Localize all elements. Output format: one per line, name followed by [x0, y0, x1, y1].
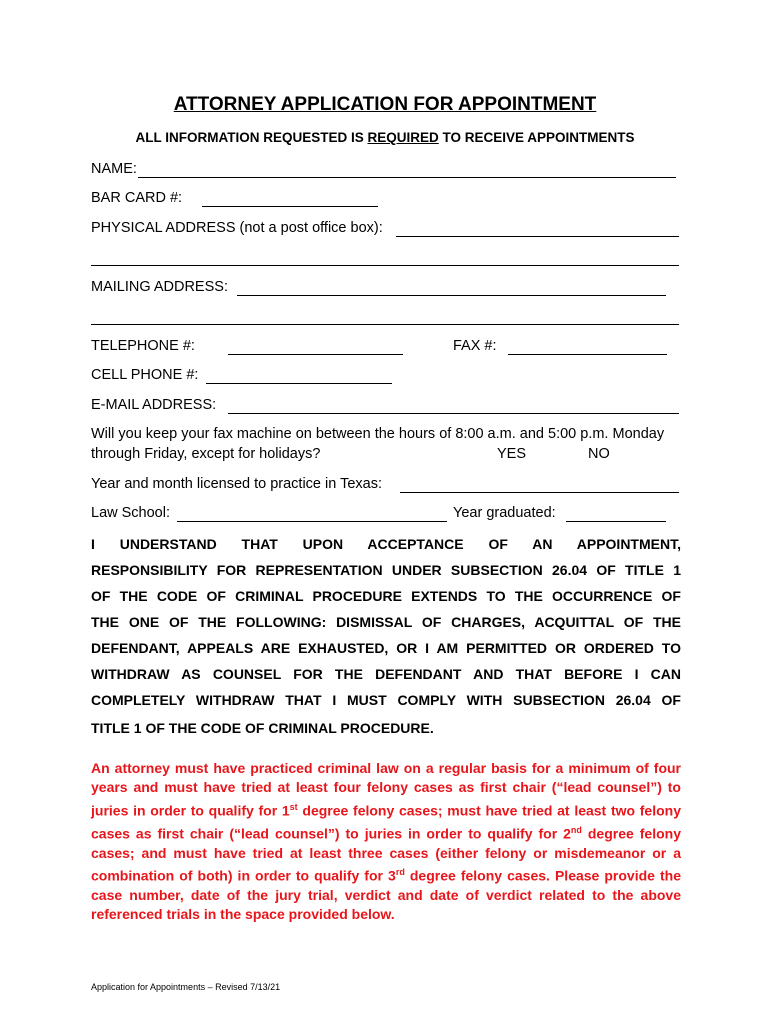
acknowledgment-line-5: DEFENDANT, APPEALS ARE EXHAUSTED, OR I AM PERMITTED OR ORDERED TO: [91, 640, 681, 656]
requirements-part-3: degree felony cases; and must have tried at least three cases (either felony or misdemeanor or a combination of both) in order to qualify for 3: [91, 825, 681, 884]
cell-phone-label: CELL PHONE #:: [91, 367, 199, 383]
physical-address-label: PHYSICAL ADDRESS (not a post office box):: [91, 220, 383, 236]
requirements-part-2: degree felony cases; must have tried at least two felony cases as first chair (“lead counsel”) to juries in order to qualify for 2: [91, 802, 681, 842]
telephone-label: TELEPHONE #:: [91, 338, 195, 354]
acknowledgment-line-7: COMPLETELY WITHDRAW THAT I MUST COMPLY WITH SUBSECTION 26.04 OF: [91, 692, 681, 708]
ordinal-suffix-1: st: [289, 801, 298, 812]
bar-card-field[interactable]: [202, 206, 378, 207]
telephone-field[interactable]: [228, 354, 403, 355]
acknowledgment-line-1: I UNDERSTAND THAT UPON ACCEPTANCE OF AN APPOINTMENT,: [91, 536, 681, 552]
law-school-label: Law School:: [91, 505, 170, 521]
cell-phone-field[interactable]: [206, 383, 392, 384]
mailing-address-field[interactable]: [237, 295, 666, 296]
acknowledgment-line-3: OF THE CODE OF CRIMINAL PROCEDURE EXTENDS TO THE OCCURRENCE OF: [91, 588, 681, 604]
yes-option[interactable]: YES: [497, 446, 527, 462]
acknowledgment-line-8: TITLE 1 OF THE CODE OF CRIMINAL PROCEDURE.: [91, 720, 434, 736]
mailing-address-label: MAILING ADDRESS:: [91, 279, 228, 295]
year-graduated-field[interactable]: [566, 521, 666, 522]
email-field[interactable]: [228, 413, 679, 414]
subtitle-emphasis: REQUIRED: [367, 130, 439, 145]
fax-question-line2: through Friday, except for holidays?: [91, 446, 321, 462]
acknowledgment-line-4: THE ONE OF THE FOLLOWING: DISMISSAL OF CHARGES, ACQUITTAL OF THE: [91, 614, 681, 630]
year-licensed-label: Year and month licensed to practice in Texas:: [91, 476, 382, 492]
ordinal-suffix-3: rd: [395, 866, 405, 877]
bar-card-label: BAR CARD #:: [91, 190, 183, 206]
footer-revision: Application for Appointments – Revised 7/13/21: [91, 982, 281, 992]
fax-field[interactable]: [508, 354, 667, 355]
name-field[interactable]: [138, 177, 676, 178]
subtitle: [0, 130, 770, 145]
name-label: NAME:: [91, 161, 137, 177]
subtitle-before: ALL INFORMATION REQUESTED IS: [135, 130, 368, 145]
fax-label: FAX #:: [453, 338, 497, 354]
acknowledgment-line-6: WITHDRAW AS COUNSEL FOR THE DEFENDANT AND THAT BEFORE I CAN: [91, 666, 681, 682]
requirements-part-1: An attorney must have practiced criminal law on a regular basis for a minimum of four years and must have tried at least four felony cases as first chair (“lead counsel”) to juries in order to qualify for 1: [91, 760, 681, 819]
ordinal-suffix-2: nd: [570, 824, 582, 835]
mailing-address-field-line2[interactable]: [91, 324, 679, 325]
year-graduated-label: Year graduated:: [453, 505, 556, 521]
fax-question-line1: Will you keep your fax machine on between the hours of 8:00 a.m. and 5:00 p.m. Monday: [91, 426, 665, 442]
page-title: ATTORNEY APPLICATION FOR APPOINTMENT: [173, 94, 597, 115]
requirements-part-4: degree felony cases. Please provide the case number, date of the jury trial, verdict and date of verdict related to the above referenced trials in the space provided below.: [91, 867, 681, 923]
email-label: E-MAIL ADDRESS:: [91, 397, 217, 413]
physical-address-field-line2[interactable]: [91, 265, 679, 266]
year-licensed-field[interactable]: [400, 492, 679, 493]
subtitle-after: TO RECEIVE APPOINTMENTS: [438, 130, 635, 145]
requirements-paragraph: [91, 759, 681, 924]
acknowledgment-line-2: RESPONSIBILITY FOR REPRESENTATION UNDER SUBSECTION 26.04 OF TITLE 1: [91, 562, 681, 578]
physical-address-field[interactable]: [396, 236, 679, 237]
law-school-field[interactable]: [177, 521, 447, 522]
no-option[interactable]: NO: [588, 446, 610, 462]
